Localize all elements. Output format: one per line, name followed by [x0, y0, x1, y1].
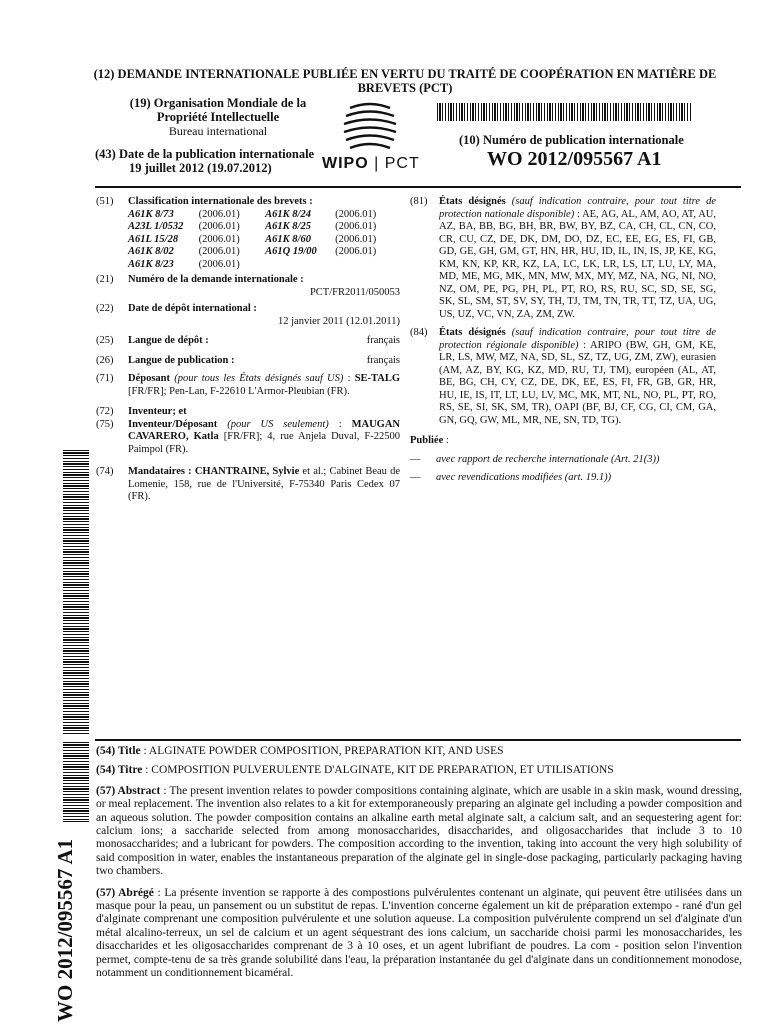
classification-code: A61K 8/73	[128, 208, 174, 220]
side-publication-number: WO 2012/095567 A1	[53, 838, 77, 1022]
inventor-applicant-qualifier: (pour US seulement)	[227, 418, 329, 430]
classification-label: Classification internationale des brevets :	[128, 196, 313, 207]
agent-address: et al.; Cabinet Beau de Lomenie, 158, rue de l'Université, F-75340 Paris Cedex 07 (FR).	[128, 466, 401, 502]
abstract-rule	[95, 739, 741, 741]
published-item	[410, 454, 716, 467]
section-number: (25)	[96, 335, 114, 346]
section-71	[96, 373, 400, 398]
section-number: (71)	[96, 373, 114, 384]
organisation-name-line1: Organisation Mondiale de la	[153, 96, 307, 110]
classification-code: A61Q 19/00	[265, 246, 317, 257]
published-dash: —	[410, 472, 421, 483]
title-english-label: (54) Title	[96, 745, 141, 757]
regional-designations-qualifier: (sauf indication contraire, pour tout titre de protection régionale disponible)	[439, 327, 716, 351]
classification-version: (2006.01)	[335, 208, 377, 220]
abstract-english-text: : The present invention relates to powder compositions containing alginate, which are usable in a skin mask, wound dressing, or meal replacement. The invention also relates to a kit for extemporaneously preparing an alginate gel including a powder composition and an aqueous solution. The powder composition contains an alkaline earth metal alginate salt, a calcium salt, and an sequestering agent for: calcium ions; a saccharide selected from among monosaccharides, disaccharides, and oligosaccharides that include 3 to 10 monosaccharides; and a lubricant for powders. The composition according to the invention, taking into account the very high solubility of said composition in water, enables the instantaneous preparation of the alginate gel in single-dose packaging, particularly packaging having two chambers.	[96, 784, 742, 878]
published-item-text: avec rapport de recherche internationale (Art. 21(3))	[436, 453, 660, 465]
classification-row	[128, 209, 400, 222]
organisation-name-line2: Propriété Intellectuelle	[156, 110, 280, 124]
section-74	[96, 466, 400, 504]
inventor-applicant-name: MAUGAN CAVARERO, Katla	[128, 418, 400, 442]
classification-version: (2006.01)	[198, 258, 240, 270]
classification-row	[128, 259, 400, 272]
applicant-colon: :	[343, 373, 355, 384]
inventor-applicant-colon: :	[328, 418, 352, 430]
section-21	[96, 274, 400, 299]
filing-date: 12 janvier 2011 (12.01.2011)	[278, 315, 400, 327]
publication-number: WO 2012/095567 A1	[487, 148, 662, 170]
section-84	[410, 327, 716, 427]
classification-code: A61L 15/28	[128, 233, 179, 245]
regional-designations-text	[439, 327, 716, 427]
classification-version: (2006.01)	[335, 221, 377, 232]
classification-row	[128, 246, 400, 259]
publication-date: 19 juillet 2012 (19.07.2012)	[129, 161, 272, 175]
organisation-block	[118, 96, 318, 138]
published-dash: —	[410, 453, 421, 465]
title-french-text: : COMPOSITION PULVERULENTE D'ALGINATE, KIT DE PREPARATION, ET UTILISATIONS	[142, 764, 614, 777]
published-block	[410, 435, 716, 485]
section-number: (75)	[96, 418, 114, 430]
publication-date-label: (43) Date de la publication internationale	[95, 147, 315, 161]
wipo-logo-text: WIPO	[322, 155, 369, 172]
section-number: (81)	[410, 196, 428, 207]
left-column	[96, 196, 400, 504]
applicant-label: Déposant	[128, 373, 171, 384]
application-number-label: Numéro de la demande internationale :	[128, 274, 304, 285]
published-item-text: avec revendications modifiées (art. 19.1))	[436, 472, 612, 483]
classification-version: (2006.01)	[198, 221, 240, 232]
titles-abstract-block	[96, 745, 742, 981]
classification-code: A23L 1/0532	[128, 221, 184, 232]
document-type-line2: BREVETS (PCT)	[357, 81, 453, 95]
classification-version: (2006.01)	[198, 246, 240, 257]
title-english	[96, 745, 742, 758]
side-barcode	[63, 450, 89, 735]
published-label: Publiée	[410, 435, 444, 446]
right-column	[410, 196, 716, 485]
inventor-applicant-address: [FR/FR]; 4, rue Anjela Duval, F-22500 Paimpol (FR).	[128, 431, 400, 455]
filing-language: français	[366, 335, 400, 346]
abstract-english-label: (57) Abstract	[96, 784, 161, 797]
national-designations-label: États désignés	[439, 196, 506, 207]
title-french-label: (54) Titre	[96, 764, 143, 777]
applicant-address: [FR/FR]; Pen-Lan, F-22610 L'Armor-Pleubian (FR).	[128, 385, 350, 397]
section-25	[96, 335, 400, 348]
section-number: (84)	[410, 327, 428, 338]
section-75	[96, 419, 400, 457]
filing-language-label: Langue de dépôt :	[128, 335, 209, 346]
applicant-name: SE-TALG	[354, 373, 401, 384]
section-number: (74)	[96, 466, 114, 477]
classification-code: A61K 8/60	[265, 233, 311, 245]
agent-name: CHANTRAINE, Sylvie	[194, 466, 300, 477]
section-number: (72)	[96, 406, 114, 417]
regional-designations-list: : ARIPO (BW, GH, GM, KE, LR, LS, MW, MZ, NA, SD, SL, SZ, TZ, UG, ZM, ZW), eurasien (AM, AZ, BY, KG, KZ, MD, RU, TJ, TM), européen (AL, AT, BE, BG, CH, CY, CZ, DE, DK, EE, ES, FI, FR, GB, GR, HR, HU, IE, IS, IT, LT, LU, LV, MC, MK, MT, NL, NO, PL, PT, RO, RS, SE, SI, SK, SM, TR), OAPI (BF, BJ, CF, CG, CI, CM, GA, GN, GQ, GW, ML, MR, NE, SN, TD, TG).	[439, 339, 716, 426]
application-number: PCT/FR2011/050053	[309, 286, 400, 298]
abstract-french-label: (57) Abrégé	[96, 886, 154, 899]
section-26	[96, 355, 400, 368]
classification-row	[128, 234, 400, 247]
classification-version: (2006.01)	[335, 246, 377, 257]
section-22	[96, 303, 400, 328]
section-number: (21)	[96, 274, 114, 285]
national-designations-list: : AE, AG, AL, AM, AO, AT, AU, AZ, BA, BB, BG, BH, BR, BW, BY, BZ, CA, CH, CL, CN, CO, CR, CU, CZ, DE, DK, DM, DO, DZ, EC, EE, EG, ES, FI, GB, GD, GE, GH, GM, GT, HN, HR, HU, ID, IL, IN, IS, JP, KE, KG, KM, KN, KP, KR, KZ, LA, LC, LK, LR, LS, LT, LU, LY, MA, MD, ME, MG, MK, MN, MW, MX, MY, MZ, NA, NG, NI, NO, NZ, OM, PE, PG, PH, PL, PT, RO, RS, RU, SC, SD, SE, SG, SK, SL, SM, ST, SV, SY, TH, TJ, TM, TN, TR, TT, TZ, UA, UG, US, UZ, VC, VN, ZA, ZM, ZW.	[439, 208, 716, 320]
classification-code: A61K 8/02	[128, 246, 174, 257]
organisation-number: (19)	[129, 96, 151, 110]
filing-date-label: Date de dépôt international :	[128, 303, 257, 314]
classification-version: (2006.01)	[335, 233, 377, 245]
section-72	[96, 406, 400, 419]
abstract-english	[96, 785, 742, 879]
top-barcode	[437, 103, 692, 121]
pct-logo-text: PCT	[384, 155, 420, 172]
wipo-pct-logo-text: WIPO | PCT	[322, 155, 420, 172]
regional-designations-label: États désignés	[439, 327, 506, 338]
inventor-applicant-label: Inventeur/Déposant	[128, 418, 218, 430]
wipo-globe-icon	[340, 100, 400, 156]
published-item	[410, 472, 716, 485]
classification-version: (2006.01)	[198, 208, 240, 220]
title-english-text: : ALGINATE POWDER COMPOSITION, PREPARATION KIT, AND USES	[140, 745, 504, 757]
section-number: (51)	[96, 196, 114, 207]
publication-date-block	[95, 147, 335, 175]
section-number: (26)	[96, 354, 114, 366]
published-colon: :	[443, 435, 449, 446]
title-french	[96, 764, 742, 777]
bureau-label: Bureau international	[168, 124, 268, 138]
header-rule	[95, 186, 741, 188]
national-designations-qualifier: (sauf indication contraire, pour tout titre de protection nationale disponible)	[439, 196, 716, 220]
abstract-french-text: : La présente invention se rapporte à des compostions pulvérulentes contenant un alginate, qui peuvent être utilisées dans un masque pour la peau, un pansement ou un substitut de repas. L'invention concerne également un kit de préparation extempo - rané d'un gel d'alginate comprenant une composition pulvérulente et une solution aqueuse. La composition pulvérulente comprend un sel d'alginate d'un métal alcalino-terreux, un sel de calcium et un agent séquestrant des ions calcium, un saccharide choisi parmi les monosaccharides, les disaccharides et les oligosaccharides comprenant de 3 à 10 oses, et un agent lubrifiant de poudres. La com - position selon l'invention permet, compte-tenu de sa très grande solubilité dans l'eau, la préparation instantanée du gel d'alginate dans un conditionnement monodose, notamment un conditionnement bicaméral.	[96, 886, 742, 980]
applicant-qualifier: (pour tous les États désignés sauf US)	[174, 373, 344, 384]
classification-code: A61K 8/23	[128, 258, 174, 270]
classification-version: (2006.01)	[198, 233, 240, 245]
publication-language-label: Langue de publication :	[128, 354, 235, 366]
document-type-heading	[60, 67, 750, 95]
classification-table	[128, 209, 400, 272]
inventor-applicant-text	[128, 419, 400, 457]
wipo-logo	[318, 100, 438, 178]
section-81	[410, 196, 716, 321]
inventor-label: Inventeur; et	[128, 406, 187, 417]
applicant-text	[128, 373, 400, 398]
document-type-line1: (12) DEMANDE INTERNATIONALE PUBLIÉE EN VERTU DU TRAITÉ DE COOPÉRATION EN MATIÈRE DE	[93, 67, 717, 81]
abstract-french	[96, 887, 742, 981]
classification-code: A61K 8/25	[265, 221, 311, 232]
publication-number-label: (10) Numéro de publication internationale	[459, 133, 684, 147]
section-51	[96, 196, 400, 271]
classification-code: A61K 8/24	[265, 208, 311, 220]
national-designations-text	[439, 196, 716, 321]
publication-language: français	[366, 354, 400, 366]
agents-label: Mandataires :	[128, 466, 192, 477]
agents-text	[128, 466, 400, 504]
section-number: (22)	[96, 303, 114, 314]
classification-row	[128, 221, 400, 234]
